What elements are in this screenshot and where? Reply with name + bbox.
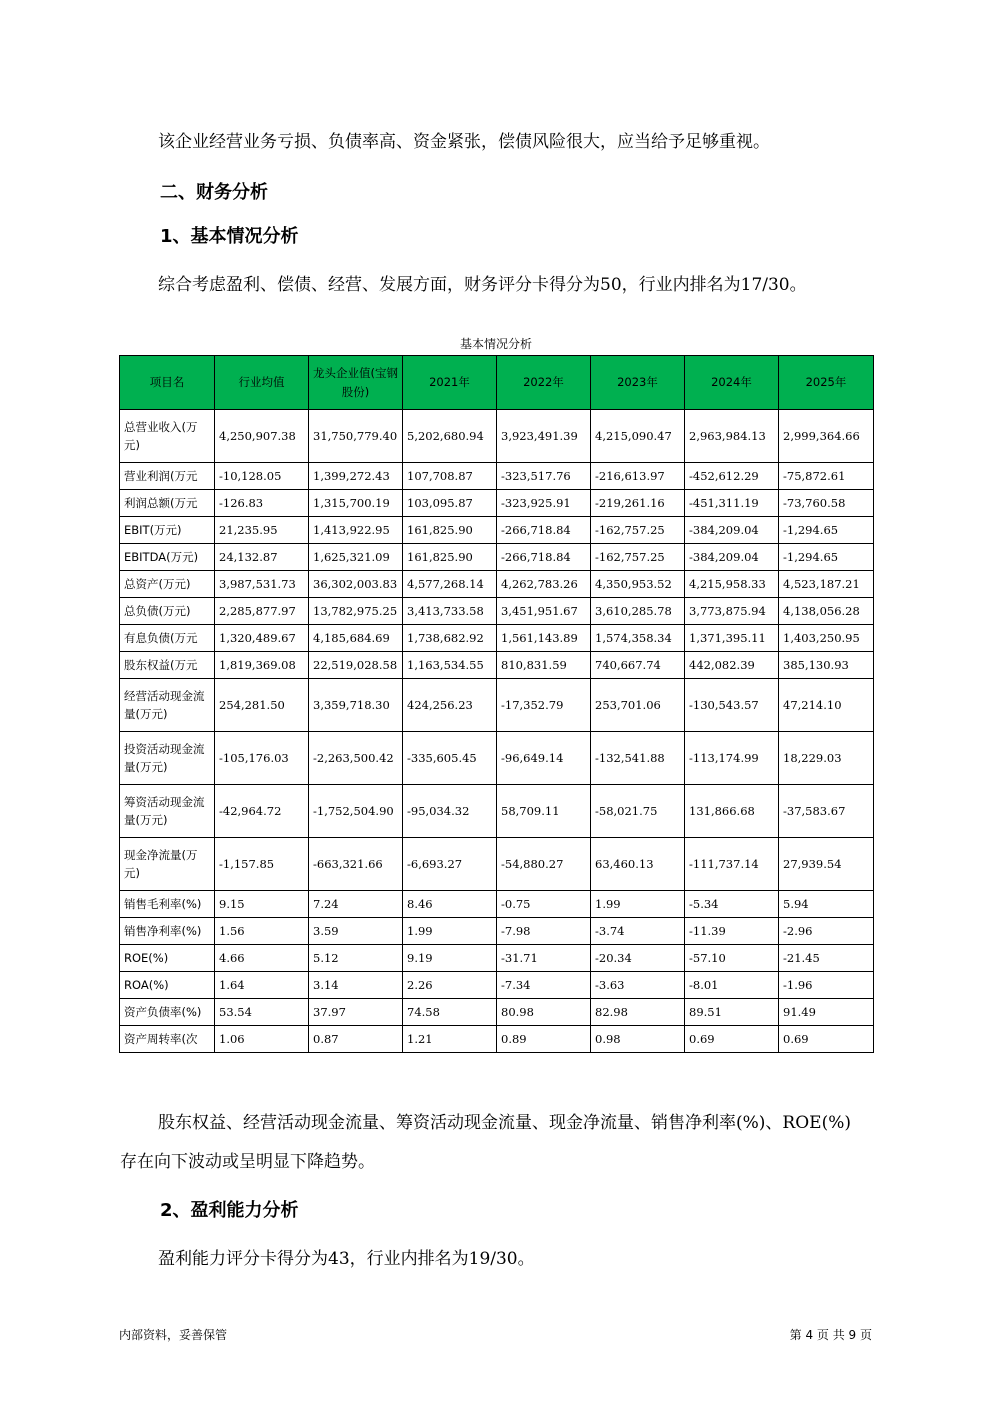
cell-value: -7.98 <box>497 918 591 945</box>
cell-value: 4,577,268.14 <box>403 571 497 598</box>
cell-value: 7.24 <box>309 891 403 918</box>
cell-value: 4,185,684.69 <box>309 625 403 652</box>
cell-value: -2.96 <box>779 918 874 945</box>
table-caption: 基本情况分析 <box>459 337 532 351</box>
cell-value: 3.59 <box>309 918 403 945</box>
cell-value: 442,082.39 <box>685 652 779 679</box>
basic-summary-paragraph: 综合考虑盈利、偿债、经营、发展方面，财务评分卡得分为50，行业内排名为17/30。 <box>158 275 807 295</box>
cell-value: 3.14 <box>309 972 403 999</box>
cell-value: -452,612.29 <box>685 463 779 490</box>
table-row <box>120 490 874 517</box>
row-label: 资产负债率(%) <box>120 999 215 1026</box>
intro-paragraph: 该企业经营业务亏损、负债率高、资金紧张，偿债风险很大，应当给予足够重视。 <box>158 132 770 152</box>
cell-value: -54,880.27 <box>497 838 591 891</box>
cell-value: -162,757.25 <box>591 517 685 544</box>
cell-value: 1,413,922.95 <box>309 517 403 544</box>
cell-value: 3,987,531.73 <box>215 571 309 598</box>
cell-value: 0.98 <box>591 1026 685 1053</box>
header-item-name: 项目名 <box>120 356 215 410</box>
row-label: EBIT(万元) <box>120 517 215 544</box>
cell-value: -384,209.04 <box>685 544 779 571</box>
cell-value: 13,782,975.25 <box>309 598 403 625</box>
cell-value: -451,311.19 <box>685 490 779 517</box>
row-label: 销售毛利率(%) <box>120 891 215 918</box>
cell-value: 1,163,534.55 <box>403 652 497 679</box>
table-row <box>120 679 874 732</box>
cell-value: 1,625,321.09 <box>309 544 403 571</box>
cell-value: 82.98 <box>591 999 685 1026</box>
table-row <box>120 571 874 598</box>
cell-value: -20.34 <box>591 945 685 972</box>
cell-value: 9.19 <box>403 945 497 972</box>
cell-value: 1.64 <box>215 972 309 999</box>
cell-value: 4,350,953.52 <box>591 571 685 598</box>
cell-value: -6,693.27 <box>403 838 497 891</box>
cell-value: 107,708.87 <box>403 463 497 490</box>
cell-value: -126.83 <box>215 490 309 517</box>
cell-value: 22,519,028.58 <box>309 652 403 679</box>
row-label: 投资活动现金流量(万元) <box>120 732 215 785</box>
cell-value: 2,963,984.13 <box>685 410 779 463</box>
cell-value: -113,174.99 <box>685 732 779 785</box>
cell-value: -663,321.66 <box>309 838 403 891</box>
cell-value: 58,709.11 <box>497 785 591 838</box>
cell-value: 4,215,090.47 <box>591 410 685 463</box>
cell-value: -323,517.76 <box>497 463 591 490</box>
cell-value: -1,294.65 <box>779 544 874 571</box>
cell-value: 24,132.87 <box>215 544 309 571</box>
cell-value: -42,964.72 <box>215 785 309 838</box>
section-title-financial-analysis: 二、财务分析 <box>160 182 268 203</box>
table-body <box>120 410 874 1053</box>
cell-value: 31,750,779.40 <box>309 410 403 463</box>
cell-value: -0.75 <box>497 891 591 918</box>
cell-value: 0.69 <box>779 1026 874 1053</box>
footer-page-number: 第 4 页 共 9 页 <box>789 1328 872 1342</box>
cell-value: 1,561,143.89 <box>497 625 591 652</box>
cell-value: -1,752,504.90 <box>309 785 403 838</box>
cell-value: 53.54 <box>215 999 309 1026</box>
cell-value: 3,413,733.58 <box>403 598 497 625</box>
cell-value: 74.58 <box>403 999 497 1026</box>
cell-value: -8.01 <box>685 972 779 999</box>
row-label: 筹资活动现金流量(万元) <box>120 785 215 838</box>
header-2024: 2024年 <box>685 356 779 410</box>
header-leader-value: 龙头企业值(宝钢股份) <box>309 356 403 410</box>
table-row <box>120 945 874 972</box>
cell-value: 3,610,285.78 <box>591 598 685 625</box>
cell-value: -73,760.58 <box>779 490 874 517</box>
header-2023: 2023年 <box>591 356 685 410</box>
table-row <box>120 544 874 571</box>
cell-value: 18,229.03 <box>779 732 874 785</box>
cell-value: 810,831.59 <box>497 652 591 679</box>
cell-value: 1,371,395.11 <box>685 625 779 652</box>
table-row <box>120 838 874 891</box>
cell-value: -335,605.45 <box>403 732 497 785</box>
subsection-title-profitability: 2、盈利能力分析 <box>160 1200 299 1221</box>
cell-value: -37,583.67 <box>779 785 874 838</box>
cell-value: 1,399,272.43 <box>309 463 403 490</box>
row-label: 资产周转率(次 <box>120 1026 215 1053</box>
cell-value: -219,261.16 <box>591 490 685 517</box>
basic-analysis-table <box>119 355 874 1053</box>
row-label: 股东权益(万元 <box>120 652 215 679</box>
row-label: 利润总额(万元 <box>120 490 215 517</box>
row-label: EBITDA(万元) <box>120 544 215 571</box>
cell-value: -96,649.14 <box>497 732 591 785</box>
header-2025: 2025年 <box>779 356 874 410</box>
cell-value: 1.99 <box>403 918 497 945</box>
row-label: 总负债(万元) <box>120 598 215 625</box>
cell-value: 740,667.74 <box>591 652 685 679</box>
cell-value: 1,320,489.67 <box>215 625 309 652</box>
cell-value: -1,294.65 <box>779 517 874 544</box>
cell-value: 36,302,003.83 <box>309 571 403 598</box>
cell-value: -3.74 <box>591 918 685 945</box>
cell-value: 424,256.23 <box>403 679 497 732</box>
header-2021: 2021年 <box>403 356 497 410</box>
cell-value: 5.94 <box>779 891 874 918</box>
cell-value: 1,738,682.92 <box>403 625 497 652</box>
row-label: ROA(%) <box>120 972 215 999</box>
subsection-title-basic: 1、基本情况分析 <box>160 226 299 247</box>
cell-value: 89.51 <box>685 999 779 1026</box>
cell-value: -266,718.84 <box>497 544 591 571</box>
cell-value: 5,202,680.94 <box>403 410 497 463</box>
cell-value: -1.96 <box>779 972 874 999</box>
profitability-summary-paragraph: 盈利能力评分卡得分为43，行业内排名为19/30。 <box>158 1249 535 1269</box>
cell-value: 47,214.10 <box>779 679 874 732</box>
cell-value: 1.06 <box>215 1026 309 1053</box>
table-row <box>120 652 874 679</box>
row-label: 销售净利率(%) <box>120 918 215 945</box>
cell-value: 253,701.06 <box>591 679 685 732</box>
cell-value: -162,757.25 <box>591 544 685 571</box>
table-row <box>120 463 874 490</box>
cell-value: 4.66 <box>215 945 309 972</box>
table-row <box>120 625 874 652</box>
cell-value: 3,773,875.94 <box>685 598 779 625</box>
cell-value: 63,460.13 <box>591 838 685 891</box>
cell-value: -17,352.79 <box>497 679 591 732</box>
cell-value: 103,095.87 <box>403 490 497 517</box>
cell-value: 9.15 <box>215 891 309 918</box>
cell-value: -216,613.97 <box>591 463 685 490</box>
table-row <box>120 517 874 544</box>
cell-value: 254,281.50 <box>215 679 309 732</box>
cell-value: 4,262,783.26 <box>497 571 591 598</box>
cell-value: 27,939.54 <box>779 838 874 891</box>
row-label: ROE(%) <box>120 945 215 972</box>
cell-value: -384,209.04 <box>685 517 779 544</box>
cell-value: 2,999,364.66 <box>779 410 874 463</box>
cell-value: -132,541.88 <box>591 732 685 785</box>
cell-value: 0.87 <box>309 1026 403 1053</box>
cell-value: 0.89 <box>497 1026 591 1053</box>
cell-value: 1,315,700.19 <box>309 490 403 517</box>
cell-value: -31.71 <box>497 945 591 972</box>
row-label: 总资产(万元) <box>120 571 215 598</box>
cell-value: 3,359,718.30 <box>309 679 403 732</box>
cell-value: -57.10 <box>685 945 779 972</box>
cell-value: -7.34 <box>497 972 591 999</box>
row-label: 有息负债(万元 <box>120 625 215 652</box>
cell-value: -5.34 <box>685 891 779 918</box>
cell-value: -2,263,500.42 <box>309 732 403 785</box>
cell-value: -111,737.14 <box>685 838 779 891</box>
row-label: 现金净流量(万元) <box>120 838 215 891</box>
table-header-row <box>120 356 874 410</box>
cell-value: 3,451,951.67 <box>497 598 591 625</box>
cell-value: 4,215,958.33 <box>685 571 779 598</box>
row-label: 营业利润(万元 <box>120 463 215 490</box>
header-industry-avg: 行业均值 <box>215 356 309 410</box>
cell-value: -58,021.75 <box>591 785 685 838</box>
cell-value: -1,157.85 <box>215 838 309 891</box>
cell-value: -10,128.05 <box>215 463 309 490</box>
cell-value: 2,285,877.97 <box>215 598 309 625</box>
cell-value: 1,574,358.34 <box>591 625 685 652</box>
cell-value: -3.63 <box>591 972 685 999</box>
cell-value: -266,718.84 <box>497 517 591 544</box>
header-2022: 2022年 <box>497 356 591 410</box>
cell-value: -130,543.57 <box>685 679 779 732</box>
cell-value: 161,825.90 <box>403 544 497 571</box>
table-row <box>120 598 874 625</box>
cell-value: 1.56 <box>215 918 309 945</box>
cell-value: 1,819,369.08 <box>215 652 309 679</box>
trend-paragraph-line2: 存在向下波动或呈明显下降趋势。 <box>120 1152 375 1172</box>
cell-value: 1.99 <box>591 891 685 918</box>
table-row <box>120 918 874 945</box>
cell-value: 80.98 <box>497 999 591 1026</box>
row-label: 总营业收入(万元) <box>120 410 215 463</box>
cell-value: 4,138,056.28 <box>779 598 874 625</box>
cell-value: 0.69 <box>685 1026 779 1053</box>
table-row <box>120 1026 874 1053</box>
row-label: 经营活动现金流量(万元) <box>120 679 215 732</box>
cell-value: 1.21 <box>403 1026 497 1053</box>
table-row <box>120 410 874 463</box>
cell-value: 4,523,187.21 <box>779 571 874 598</box>
table-row <box>120 785 874 838</box>
cell-value: 161,825.90 <box>403 517 497 544</box>
cell-value: 2.26 <box>403 972 497 999</box>
cell-value: 91.49 <box>779 999 874 1026</box>
cell-value: 8.46 <box>403 891 497 918</box>
cell-value: 385,130.93 <box>779 652 874 679</box>
cell-value: -95,034.32 <box>403 785 497 838</box>
cell-value: 21,235.95 <box>215 517 309 544</box>
cell-value: 3,923,491.39 <box>497 410 591 463</box>
cell-value: 37.97 <box>309 999 403 1026</box>
footer-confidential: 内部资料，妥善保管 <box>119 1328 228 1342</box>
table-row <box>120 999 874 1026</box>
cell-value: 5.12 <box>309 945 403 972</box>
table-row <box>120 891 874 918</box>
table-row <box>120 972 874 999</box>
cell-value: -21.45 <box>779 945 874 972</box>
cell-value: 4,250,907.38 <box>215 410 309 463</box>
cell-value: -105,176.03 <box>215 732 309 785</box>
trend-paragraph-line1: 股东权益、经营活动现金流量、筹资活动现金流量、现金净流量、销售净利率(%)、ROE(%) <box>158 1113 851 1133</box>
cell-value: -323,925.91 <box>497 490 591 517</box>
cell-value: 131,866.68 <box>685 785 779 838</box>
cell-value: -11.39 <box>685 918 779 945</box>
cell-value: 1,403,250.95 <box>779 625 874 652</box>
cell-value: -75,872.61 <box>779 463 874 490</box>
table-row <box>120 732 874 785</box>
